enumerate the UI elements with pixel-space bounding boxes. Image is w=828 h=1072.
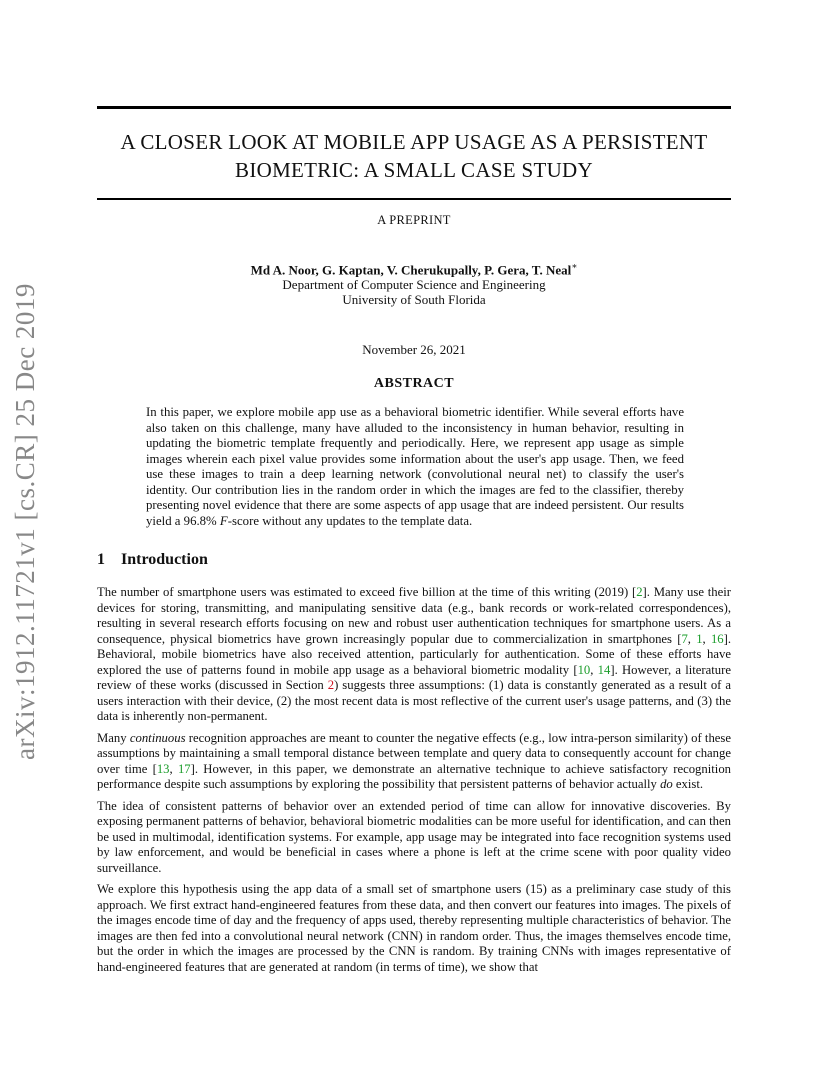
paragraph-4: We explore this hypothesis using the app data of a small set of smartphone users (15) as a preliminary case study of this approach. We first extract hand-engineered features from these data, and then convert our features into images. The pixels of the images encode time of day and the frequency of apps used, thereby representing multiple characteristics of behavior. The images are then fed into a convolutional neural network (CNN) in random order. Thus, the images themselves encode time, but the order in which the images are processed by the CNN is random. By training CNNs with images representative of hand-engineered features that are generated at random (in terms of time), we show that [97, 882, 731, 974]
text-run: ]. However, in this paper, we demonstrate an alternative technique to achieve satisfactory recognition performance despite such assumptions by exploring the possibility that persistent patterns of behavior actually [97, 761, 732, 791]
text-run: ]. Behavioral, mobile biometrics have also received attention, particularly for authentication. Some of these efforts have explored the use of patterns found in mobile app usage as a behavioral biometric modality [ [97, 631, 732, 677]
preprint-label: A PREPRINT [377, 213, 451, 227]
citation-link[interactable]: 7 [681, 631, 688, 646]
author-department: Department of Computer Science and Engineering [282, 277, 546, 293]
section-number: 1 [97, 551, 105, 568]
author-list: Md A. Noor, G. Kaptan, V. Cherukupally, P. Gera, T. Neal [250, 262, 572, 278]
citation-link[interactable]: 2 [636, 585, 643, 599]
title-bottom-rule [97, 198, 731, 200]
abstract-text-part-1: In this paper, we explore mobile app use as a behavioral biometric identifier. While several efforts have also taken on this challenge, many have alluded to the inconsistency in human behavior, resulting in updating the biometric template frequently and periodically. Here, we represent app usage as simple images wherein each pixel value provides some information about the user's app usage. Then, we feed use these images to train a deep learning network (convolutional neural net) to classify the user's identity. Our contribution lies in the random order in which the images are fed to the classifier, thereby presenting novel evidence that there are some aspects of app usage that are indeed persistent. Our results yield a 96.8% [146, 405, 684, 528]
text-run: ]. Many use their devices for storing, transmitting, and manipulating sensitive data (e.g., bank records or work-related correspondences), resulting in several research efforts focusing on new and robust user authentication techniques for smartphone users. As a consequence, physical biometrics have grown increasingly popular due to commercialization in smartphones [ [97, 585, 731, 646]
abstract-text [146, 405, 684, 529]
author-footnote-mark: ∗ [571, 261, 578, 271]
f-score-symbol: F [219, 513, 228, 528]
text-run: exist. [672, 777, 704, 791]
paper-title [97, 128, 731, 184]
author-names [97, 259, 731, 277]
paper-date: November 26, 2021 [362, 342, 466, 357]
section-title: Introduction [121, 551, 208, 568]
section-reference-link[interactable]: 2 [327, 678, 335, 692]
title-line-1: A CLOSER LOOK AT MOBILE APP USAGE AS A PERSISTENT [120, 130, 708, 154]
emphasis-text: do [660, 777, 673, 791]
author-university: University of South Florida [342, 292, 486, 308]
author-block [97, 259, 731, 307]
citation-link[interactable]: 10 [577, 662, 591, 677]
citation-link[interactable]: 1 [696, 631, 703, 646]
paragraph-3: The idea of consistent patterns of behavior over an extended period of time can allow for innovative discoveries. By exposing permanent patterns of behavior, behavioral biometric modalities can be more useful for identification, and can then be used in multimodal, identification systems. For example, app usage may be integrated into face recognition systems used by law enforcement, and would be beneficial in cases where a phone is left at the crime scene with poor quality video surveillance. [97, 798, 731, 875]
title-top-rule [97, 106, 731, 109]
citation-link[interactable]: 13 [156, 761, 170, 776]
abstract-text-part-2: -score without any updates to the template data. [227, 513, 473, 528]
introduction-body [97, 585, 731, 981]
citation-link[interactable]: 14 [597, 662, 611, 677]
text-run: recognition approaches are meant to counter the negative effects (e.g., low intra-person similarity) of these assumptions by maintaining a small temporal distance between template and query data to consequently account for change over time [ [97, 730, 731, 776]
emphasis-text: continuous [129, 730, 186, 745]
text-run: ]. However, a literature review of these works (discussed in Section [97, 662, 732, 692]
text-run: Many [97, 730, 130, 745]
arxiv-sidebar-stamp: arXiv:1912.11721v1 [cs.CR] 25 Dec 2019 [10, 283, 40, 760]
abstract-heading: ABSTRACT [373, 376, 455, 391]
citation-link[interactable]: 16 [710, 631, 724, 646]
paragraph-1: The number of smartphone users was estimated to exceed five billion at the time of this writing (2019) [2]. Many use their devices for storing, transmitting, and manipulating sensitive data (e.g., bank records or work-related correspondences), resulting in several research efforts focusing on new and robust user authentication techniques for smartphone users. As a consequence, physical biometrics have grown increasingly popular due to commercialization in smartphones [7, 1, 16]. Behavioral, mobile biometrics have also received attention, particularly for authentication. Some of these efforts have explored the use of patterns found in mobile app usage as a behavioral biometric modality [10, 14]. However, a literature review of these works (discussed in Section 2) suggests three assumptions: (1) data is constantly generated as a result of a users interaction with their device, (2) the most recent data is most reflective of the current user's usage patterns, and (3) the data is inherently non-permanent. [97, 585, 732, 723]
title-line-2: BIOMETRIC: A SMALL CASE STUDY [235, 158, 593, 182]
text-run: ) suggests three assumptions: (1) data is constantly generated as a result of a users interaction with their device, (2) the most recent data is most reflective of the current user's usage patterns, and (3) the data is inherently non-permanent. [97, 678, 731, 723]
citation-link[interactable]: 17 [177, 761, 191, 776]
paragraph-2: Many continuous recognition approaches are meant to counter the negative effects (e.g., low intra-person similarity) of these assumptions by maintaining a small temporal distance between template and query data to consequently account for change over time [13, 17]. However, in this paper, we demonstrate an alternative technique to achieve satisfactory recognition performance despite such assumptions by exploring the possibility that persistent patterns of behavior actually do exist. [97, 730, 732, 791]
text-run: The number of smartphone users was estimated to exceed five billion at the time of this writing (2019) [ [97, 585, 637, 599]
section-heading-introduction [97, 551, 731, 569]
